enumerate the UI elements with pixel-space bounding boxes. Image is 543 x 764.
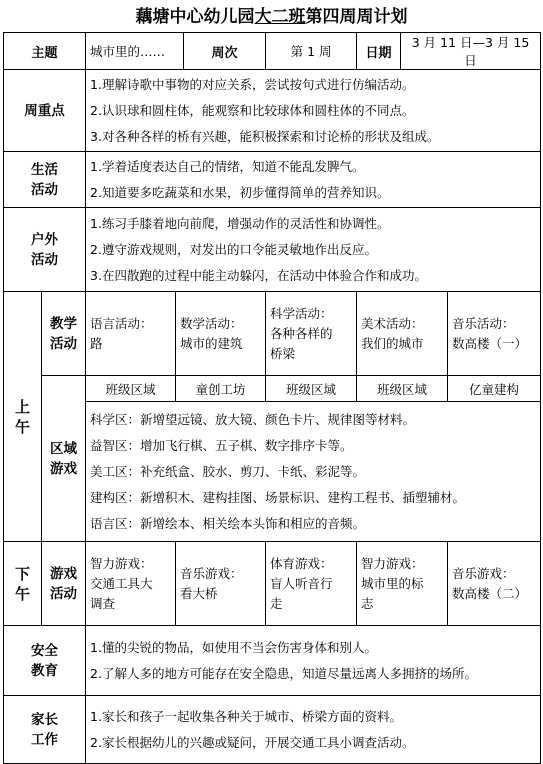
game-activity: 音乐游戏： 数高楼（二） xyxy=(448,542,541,626)
area-header: 班级区域 xyxy=(357,376,448,402)
life-content xyxy=(86,152,541,208)
teaching-activity: 数学活动： 城市的建筑 xyxy=(176,292,266,376)
focus-row xyxy=(4,70,541,152)
focus-item: 3.对各种各样的桥有兴趣，能积极探索和讨论桥的形状及组成。 xyxy=(90,128,440,144)
afternoon-label: 下 午 xyxy=(4,542,42,626)
game-activity: 音乐游戏： 看大桥 xyxy=(176,542,266,626)
parents-item: 1.家长和孩子一起收集各种关于城市、桥梁方面的资料。 xyxy=(90,708,402,724)
outdoor-row xyxy=(4,208,541,292)
area-item: 科学区：新增望远镜、放大镜、颜色卡片、规律图等材料。 xyxy=(90,411,416,427)
safety-item: 1.懂的尖锐的物品，如使用不当会伤害身体和别人。 xyxy=(90,639,377,655)
focus-item: 1.理解诗歌中事物的对应关系，尝试按句式进行仿编活动。 xyxy=(90,76,415,92)
parents-label: 家长 工作 xyxy=(4,696,86,764)
area-label: 区域 游戏 xyxy=(42,376,86,542)
teaching-activity: 语言活动： 路 xyxy=(86,292,176,376)
teaching-row xyxy=(4,292,541,376)
area-header: 童创工坊 xyxy=(176,376,266,402)
title-suffix: 第四周周计划 xyxy=(305,7,408,27)
area-header: 亿童建构 xyxy=(448,376,541,402)
date-label: 日期 xyxy=(357,33,401,70)
life-item: 2.知道要多吃蔬菜和水果，初步懂得简单的营养知识。 xyxy=(90,184,390,200)
header-row xyxy=(4,33,541,70)
area-header: 班级区域 xyxy=(86,376,176,402)
week-value: 第 1 周 xyxy=(266,33,357,70)
area-content xyxy=(86,402,541,542)
area-header-row xyxy=(4,376,541,402)
outdoor-label: 户外 活动 xyxy=(4,208,86,292)
area-item: 益智区：增加飞行棋、五子棋、数字排序卡等。 xyxy=(90,437,353,453)
teaching-label: 教学 活动 xyxy=(42,292,86,376)
date-value: 3 月 11 日—3 月 15 日 xyxy=(401,33,541,70)
safety-row xyxy=(4,626,541,696)
afternoon-row xyxy=(4,542,541,626)
outdoor-item: 3.在四散跑的过程中能主动躲闪，在活动中体验合作和成功。 xyxy=(90,267,427,283)
safety-item: 2.了解人多的地方可能存在安全隐患，知道尽量远离人多拥挤的场所。 xyxy=(90,665,477,681)
focus-label: 周重点 xyxy=(4,70,86,152)
teaching-activity: 美术活动： 我们的城市 xyxy=(357,292,448,376)
life-label: 生活 活动 xyxy=(4,152,86,208)
title-class: 大二班 xyxy=(254,7,306,27)
morning-label: 上 午 xyxy=(4,292,42,542)
outdoor-item: 2.遵守游戏规则，对发出的口令能灵敏地作出反应。 xyxy=(90,241,377,257)
outdoor-content xyxy=(86,208,541,292)
parents-content xyxy=(86,696,541,764)
weekly-plan-table xyxy=(3,32,541,764)
game-activity: 智力游戏： 交通工具大 调查 xyxy=(86,542,176,626)
game-activity: 智力游戏： 城市里的标 志 xyxy=(357,542,448,626)
game-activity: 体育游戏： 盲人听音行 走 xyxy=(266,542,357,626)
area-item: 语言区：新增绘本、相关绘本头饰和相应的音频。 xyxy=(90,515,366,531)
focus-content xyxy=(86,70,541,152)
area-item: 建构区：新增积木、建构挂图、场景标识、建构工程书、插塑辅材。 xyxy=(90,489,466,505)
safety-label: 安全 教育 xyxy=(4,626,86,696)
title-prefix: 藕塘中心幼儿园 xyxy=(135,7,255,27)
area-item: 美工区：补充纸盒、胶水、剪刀、卡纸、彩泥等。 xyxy=(90,463,366,479)
parents-item: 2.家长根据幼儿的兴趣或疑问，开展交通工具小调查活动。 xyxy=(90,734,415,750)
life-row xyxy=(4,152,541,208)
area-header: 班级区域 xyxy=(266,376,357,402)
week-label: 周次 xyxy=(184,33,266,70)
focus-item: 2.认识球和圆柱体，能观察和比较球体和圆柱体的不同点。 xyxy=(90,102,415,118)
teaching-activity: 音乐活动： 数高楼（一） xyxy=(448,292,541,376)
safety-content xyxy=(86,626,541,696)
page-title xyxy=(0,2,543,32)
teaching-activity: 科学活动： 各种各样的 桥梁 xyxy=(266,292,357,376)
games-label: 游戏 活动 xyxy=(42,542,86,626)
theme-value: 城市里的…… xyxy=(86,33,184,70)
theme-label: 主题 xyxy=(4,33,86,70)
life-item: 1.学着适度表达自己的情绪，知道不能乱发脾气。 xyxy=(90,158,365,174)
outdoor-item: 1.练习手膝着地向前爬，增强动作的灵活性和协调性。 xyxy=(90,215,390,231)
parents-row xyxy=(4,696,541,764)
